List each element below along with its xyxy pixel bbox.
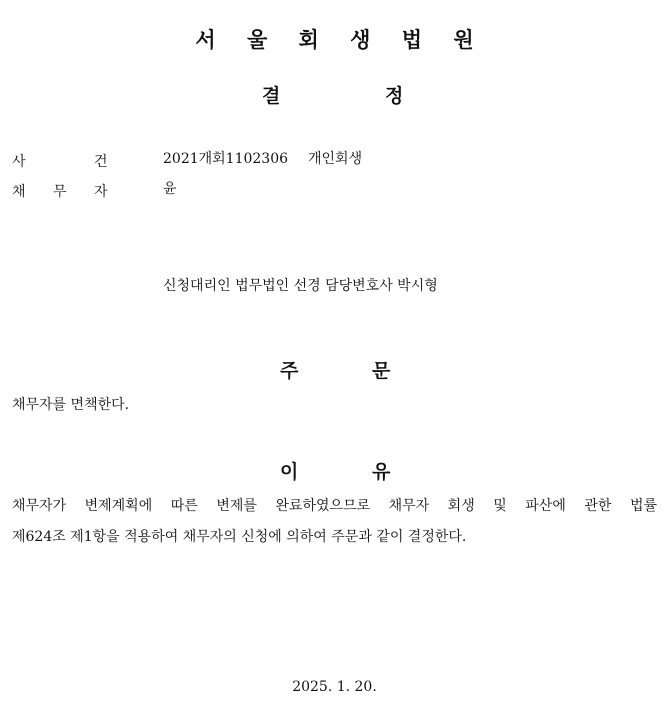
debtor-label-char-1: 채 (12, 184, 26, 200)
document-type-char-1: 결 (262, 85, 281, 107)
debtor-label-char-2: 무 (53, 184, 67, 200)
court-name: 서 울 회 생 법 원 (195, 28, 486, 52)
document-type-char-2: 정 (385, 85, 404, 107)
order-heading-char-2: 문 (372, 360, 391, 382)
applicant-agent: 신청대리인 법무법인 선경 담당변호사 박시형 (163, 278, 438, 294)
reason-heading-char-2: 유 (372, 461, 391, 483)
reason-line-2: 제624조 제1항을 적용하여 채무자의 신청에 의하여 주문과 같이 결정한다. (12, 529, 467, 545)
order-text: 채무자를 면책한다. (12, 397, 130, 413)
case-number: 2021개회1102306 (163, 151, 289, 167)
case-label-char-1: 사 (12, 154, 26, 170)
debtor-label-char-3: 자 (94, 184, 108, 200)
case-name: 개인회생 (308, 151, 363, 167)
reason-line-1: 채무자가 변제계획에 따른 변제를 완료하였으므로 채무자 회생 및 파산에 관한 법률 (12, 498, 657, 514)
decision-date: 2025. 1. 20. (292, 679, 377, 695)
debtor-name: 윤 (163, 181, 177, 197)
reason-heading-char-1: 이 (280, 461, 299, 483)
case-label-char-2: 건 (94, 154, 108, 170)
order-heading-char-1: 주 (280, 360, 299, 382)
